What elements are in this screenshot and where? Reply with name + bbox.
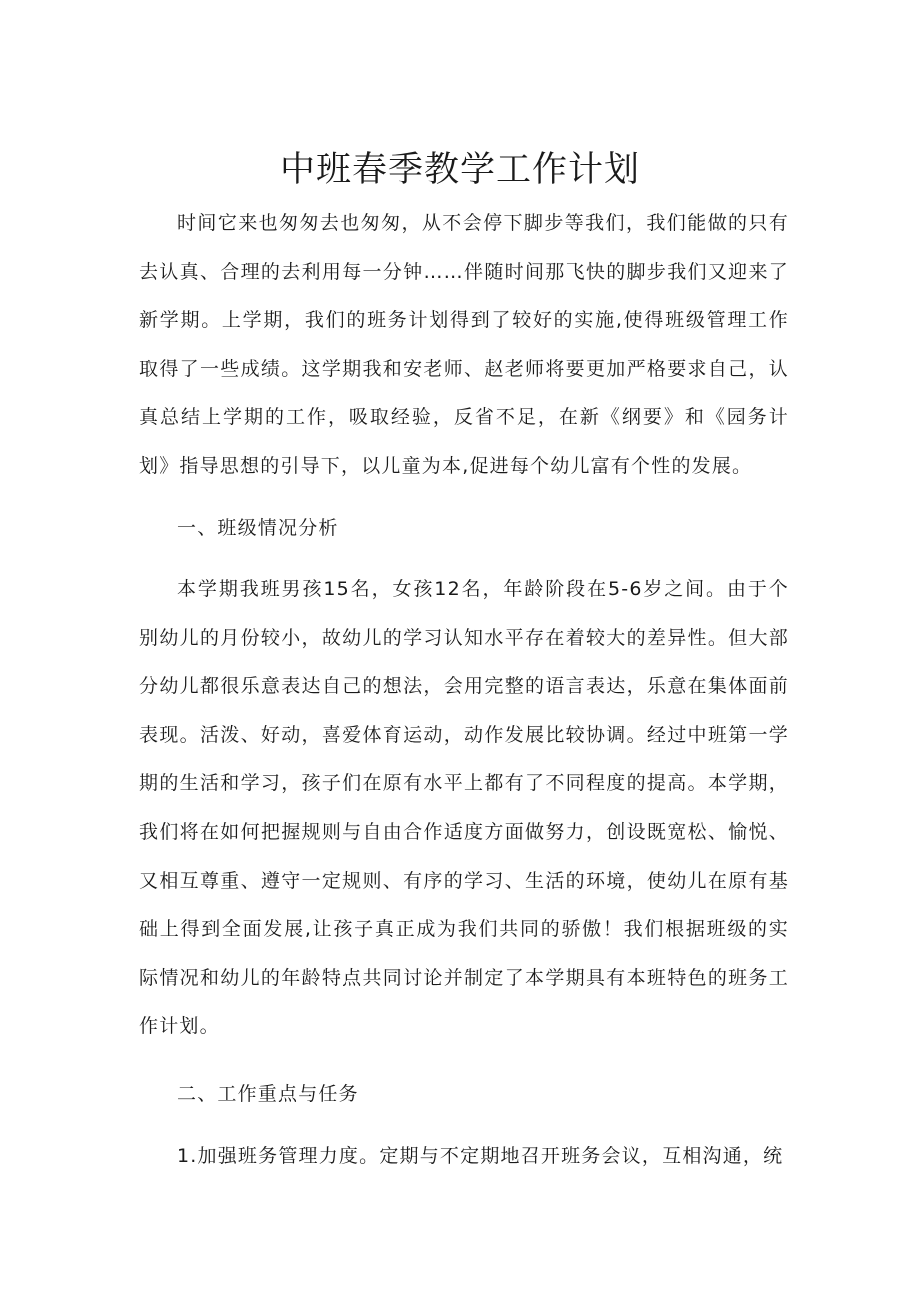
intro-paragraph: 时间它来也匆匆去也匆匆，从不会停下脚步等我们，我们能做的只有去认真、合理的去利用每一分钟……伴随时间那飞快的脚步我们又迎来了新学期。上学期，我们的班务计划得到了较好的实施,使得班级管理工作取得了一些成绩。这学期我和安老师、赵老师将要更加严格要求自己，认真总结上学期的工作，吸取经验，反省不足，在新《纲要》和《园务计划》指导思想的引导下，以儿童为本,促进每个幼儿富有个性的发展。 bbox=[139, 212, 789, 477]
work-focus-item-1: 1.加强班务管理力度。定期与不定期地召开班务会议，互相沟通，统 bbox=[177, 1145, 784, 1167]
section-heading-class-analysis: 一、班级情况分析 bbox=[177, 517, 339, 539]
class-analysis-paragraph: 本学期我班男孩15名，女孩12名，年龄阶段在5-6岁之间。由于个别幼儿的月份较小，故幼儿的学习认知水平存在着较大的差异性。但大部分幼儿都很乐意表达自己的想法，会用完整的语言表达，乐意在集体面前表现。活泼、好动，喜爱体育运动，动作发展比较协调。经过中班第一学期的生活和学习，孩子们在原有水平上都有了不同程度的提高。本学期，我们将在如何把握规则与自由合作适度方面做努力，创设既宽松、愉悦、又相互尊重、遵守一定规则、有序的学习、生活的环境，使幼儿在原有基础上得到全面发展,让孩子真正成为我们共同的骄傲！我们根据班级的实际情况和幼儿的年龄特点共同讨论并制定了本学期具有本班特色的班务工作计划。 bbox=[139, 578, 789, 1038]
document-title: 中班春季教学工作计划 bbox=[279, 150, 640, 190]
section-heading-work-focus: 二、工作重点与任务 bbox=[177, 1083, 359, 1105]
